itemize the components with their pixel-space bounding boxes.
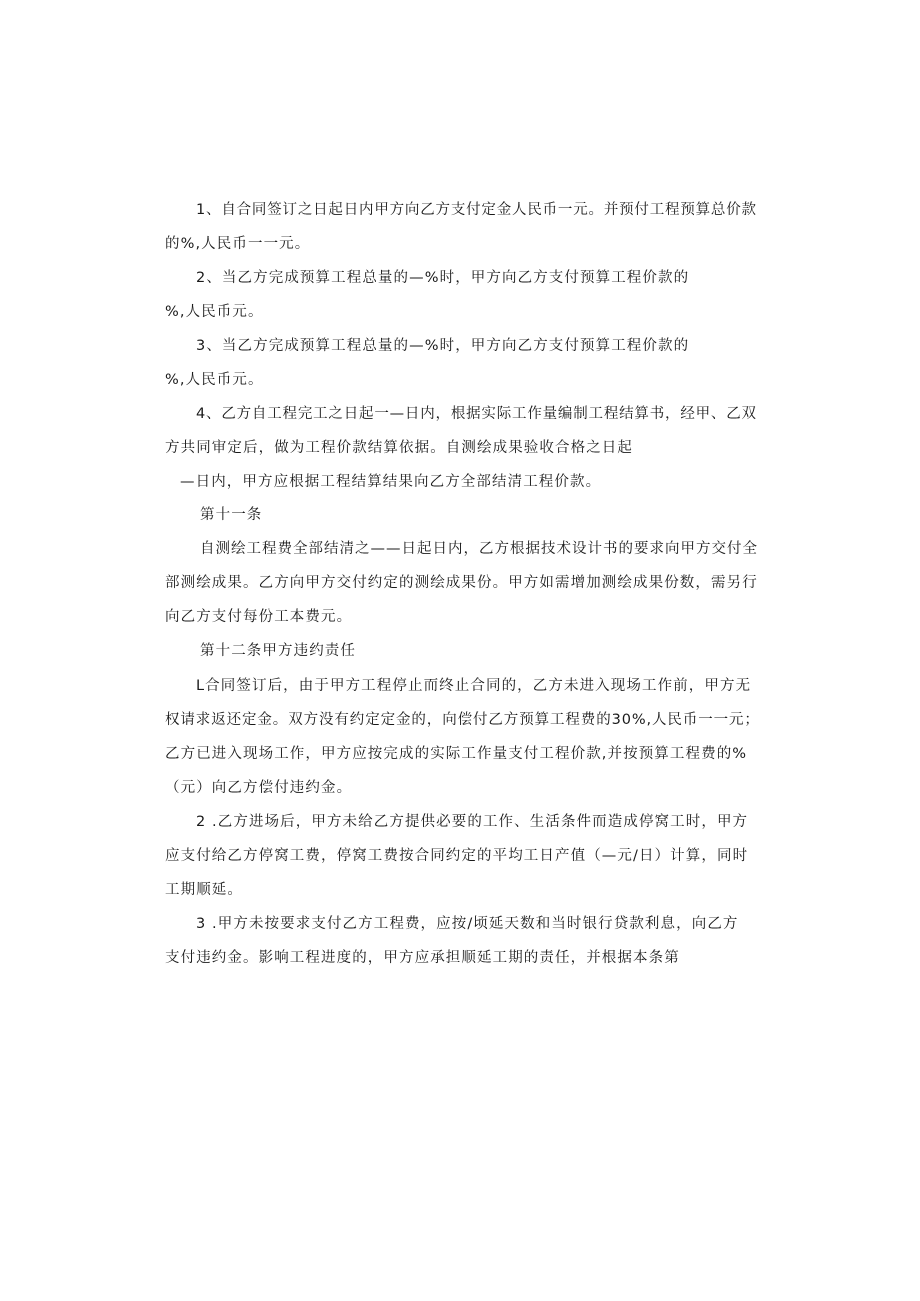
clause-11-line-3: 向乙方支付每份工本费元。 [165,609,353,625]
clause-10-item-3-line-2: %,人民币元。 [165,372,264,388]
clause-12-item-2-line-1: 2 .乙方进场后，甲方未给乙方提供必要的工作、生活条件而造成停窝工时，甲方 [196,814,749,830]
clause-10-item-2-line-2: %,人民币元。 [165,304,264,320]
clause-10-item-3-line-1: 3、当乙方完成预算工程总量的—%时，甲方向乙方支付预算工程价款的 [196,338,690,354]
clause-11-line-1: 自测绘工程费全部结清之——日起日内，乙方根据技术设计书的要求向甲方交付全 [200,541,758,557]
clause-11-line-2: 部测绘成果。乙方向甲方交付约定的测绘成果份。甲方如需增加测绘成果份数，需另行 [165,575,758,591]
clause-12-item-3-line-2: 支付违约金。影响工程进度的，甲方应承担顺延工期的责任，并根据本条第 [165,950,680,966]
clause-12-item-1-line-1: L合同签订后，由于甲方工程停止而终止合同的，乙方未进入现场工作前，甲方无 [196,678,752,694]
clause-10-item-4-line-1: 4、乙方自工程完工之日起一—日内，根据实际工作量编制工程结算书，经甲、乙双 [196,406,757,422]
clause-12-item-1-line-2: 权请求返还定金。双方没有约定定金的，向偿付乙方预算工程费的30%,人民币一一元； [165,712,760,728]
clause-10-item-4-line-3: —日内，甲方应根据工程结算结果向乙方全部结清工程价款。 [180,474,602,490]
clause-10-item-4-line-2: 方共同审定后，做为工程价款结算依据。自测绘成果验收合格之日起 [165,440,633,456]
clause-10-item-1-line-1: 1、自合同签订之日起日内甲方向乙方支付定金人民币一元。并预付工程预算总价款 [196,202,757,218]
clause-10-item-1-line-2: 的%,人民币一一元。 [165,236,311,252]
clause-12-item-1-line-3: 乙方已进入现场工作，甲方应按完成的实际工作量支付工程价款,并按预算工程费的% [165,746,748,762]
clause-12-heading: 第十二条甲方违约责任 [200,643,356,659]
clause-12-item-2-line-2: 应支付给乙方停窝工费，停窝工费按合同约定的平均工日产值（—元/日）计算，同时 [165,848,749,864]
clause-12-item-3-line-1: 3 .甲方未按要求支付乙方工程费，应按/顷延天数和当时银行贷款利息，向乙方 [196,916,739,932]
clause-12-item-2-line-3: 工期顺延。 [165,882,243,898]
clause-11-heading: 第十一条 [200,507,263,523]
clause-10-item-2-line-1: 2、当乙方完成预算工程总量的—%时，甲方向乙方支付预算工程价款的 [196,270,690,286]
clause-12-item-1-line-4: （元）向乙方偿付违约金。 [165,780,353,796]
